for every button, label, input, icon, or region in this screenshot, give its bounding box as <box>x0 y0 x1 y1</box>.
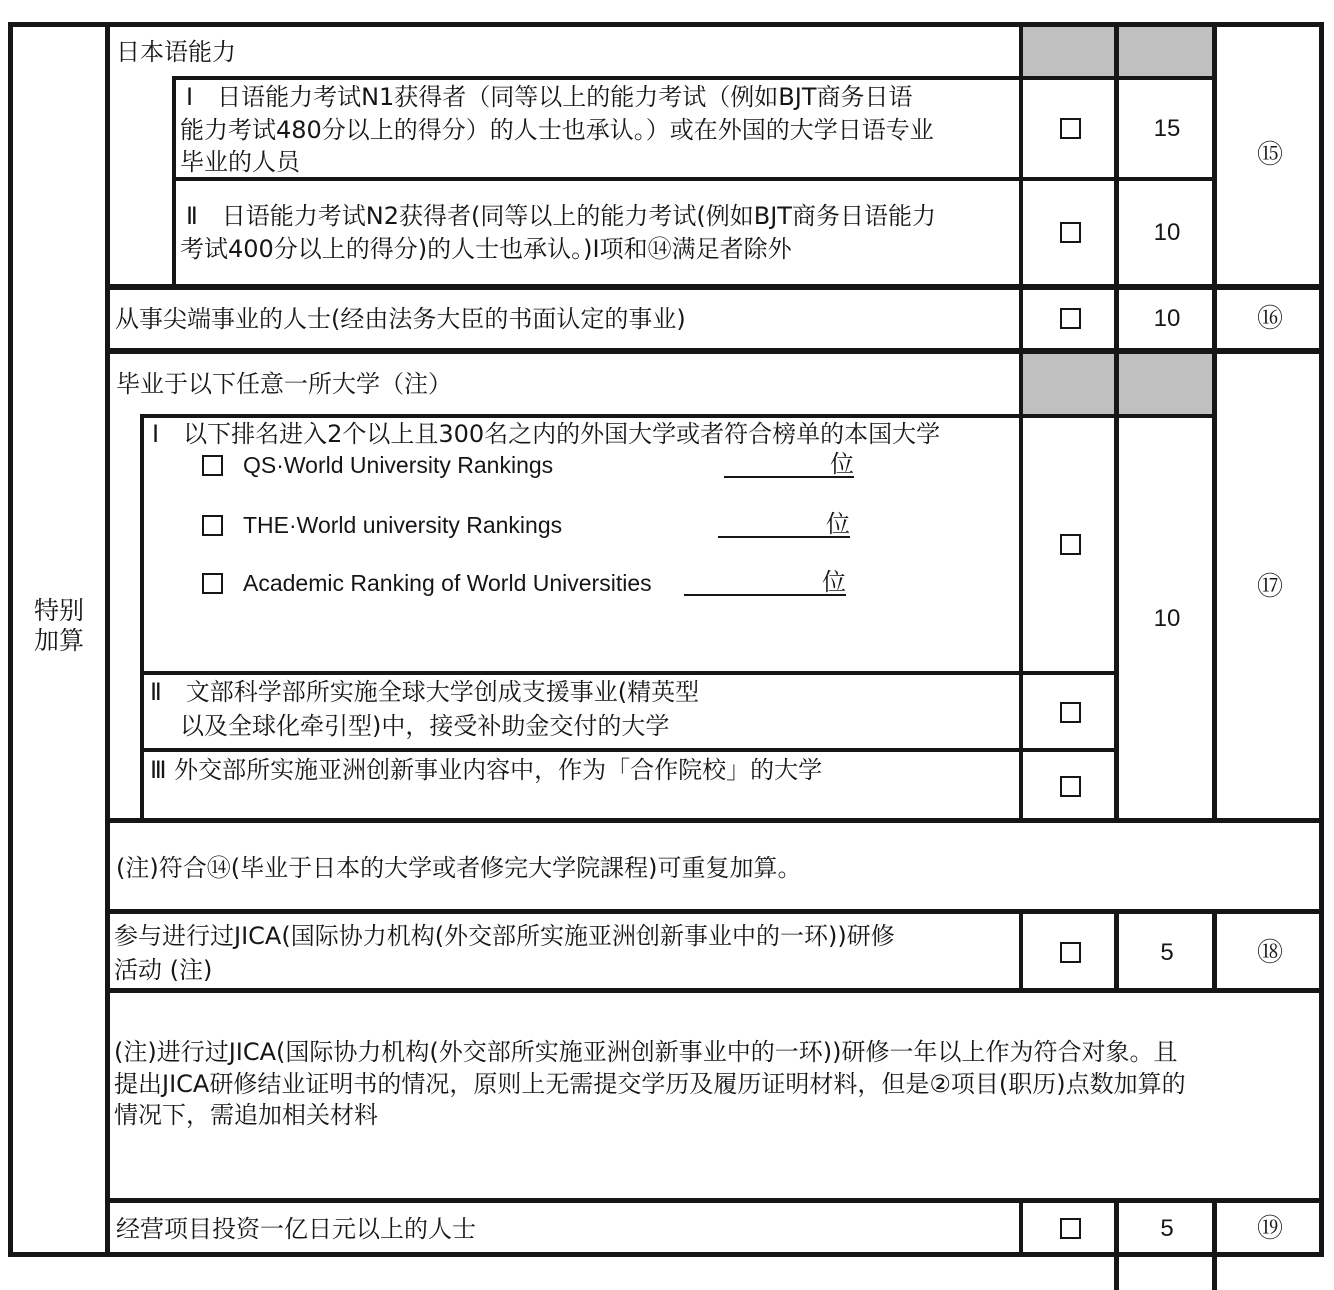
advanced-label: 从事尖端事业的人士(经由法务大臣的书面认定的事业) <box>115 305 686 333</box>
jica-line-1: 参与进行过JICA(国际协力机构(外交部所实施亚洲创新事业中的一环))研修 <box>114 922 895 950</box>
japanese-n1-line-3: 毕业的人员 <box>180 148 300 176</box>
japanese-n1-line-2: 能力考试480分以上的得分）的人士也承认。）或在外国的大学日语专业 <box>180 116 934 144</box>
japanese-n1-checkbox[interactable] <box>1060 118 1081 139</box>
investment-label: 经营项目投资一亿日元以上的人士 <box>116 1215 476 1243</box>
university-item-number: ⑰ <box>1256 572 1283 602</box>
jica-note-line-3: 情况下，需追加相关材料 <box>114 1101 378 1129</box>
university-ranking-checkbox[interactable] <box>1060 534 1081 555</box>
japanese-n2-line-2: 考试400分以上的得分)的人士也承认。)Ⅰ项和⑭满足者除外 <box>180 235 792 263</box>
university-asia-checkbox[interactable] <box>1060 776 1081 797</box>
ranking-the-unit: 位 <box>826 510 850 538</box>
advanced-points: 10 <box>1153 305 1181 332</box>
advanced-item-number: ⑯ <box>1256 304 1283 334</box>
ranking-arwu-checkbox[interactable] <box>202 573 223 594</box>
investment-item-number: ⑲ <box>1256 1214 1283 1244</box>
jica-line-2: 活动 (注) <box>114 956 213 984</box>
jica-item-number: ⑱ <box>1256 938 1283 968</box>
side-label-line-2: 加算 <box>34 626 85 655</box>
japanese-n2-points: 10 <box>1153 219 1181 246</box>
jica-note-line-1: (注)进行过JICA(国际协力机构(外交部所实施亚洲创新事业中的一环))研修一年以上作为符合对象。且 <box>114 1038 1178 1066</box>
advanced-checkbox[interactable] <box>1060 308 1081 329</box>
ranking-arwu-unit: 位 <box>822 568 846 596</box>
ranking-the-label: THE·World university Rankings <box>243 512 563 538</box>
university-top-global-checkbox[interactable] <box>1060 702 1081 723</box>
ranking-qs-label: QS·World University Rankings <box>243 452 554 478</box>
jica-points: 5 <box>1160 939 1174 966</box>
university-title: 毕业于以下任意一所大学（注） <box>116 370 452 398</box>
jica-checkbox[interactable] <box>1060 942 1081 963</box>
investment-points: 5 <box>1160 1215 1174 1242</box>
japanese-item-number: ⑮ <box>1256 140 1283 170</box>
ranking-qs-checkbox[interactable] <box>202 455 223 476</box>
ranking-arwu-label: Academic Ranking of World Universities <box>243 570 652 596</box>
side-label-line-1: 特别 <box>34 596 85 625</box>
university-ranking-heading: Ⅰ 以下排名进入2个以上且300名之内的外国大学或者符合榜单的本国大学 <box>152 420 941 448</box>
japanese-n1-line-1: Ⅰ 日语能力考试N1获得者（同等以上的能力考试（例如BJT商务日语 <box>186 83 913 111</box>
japanese-n2-checkbox[interactable] <box>1060 222 1081 243</box>
japanese-title: 日本语能力 <box>116 38 236 66</box>
japanese-n1-points: 15 <box>1153 115 1181 142</box>
japanese-n2-line-1: Ⅱ 日语能力考试N2获得者(同等以上的能力考试(例如BJT商务日语能力 <box>186 202 936 230</box>
university-note: (注)符合⑭(毕业于日本的大学或者修完大学院課程)可重复加算。 <box>116 854 802 882</box>
university-asia-label: Ⅲ 外交部所实施亚洲创新事业内容中，作为「合作院校」的大学 <box>150 756 823 784</box>
ranking-the-checkbox[interactable] <box>202 515 223 536</box>
university-points: 10 <box>1153 605 1181 632</box>
jica-note-line-2: 提出JICA研修结业证明书的情况，原则上无需提交学历及履历证明材料，但是②项目(职历)点数加算的 <box>114 1070 1186 1098</box>
investment-checkbox[interactable] <box>1060 1218 1081 1239</box>
university-top-global-line-1: Ⅱ 文部科学部所实施全球大学创成支援事业(精英型 <box>150 678 700 706</box>
ranking-qs-unit: 位 <box>830 450 854 478</box>
university-top-global-line-2: 以及全球化牵引型)中，接受补助金交付的大学 <box>180 712 670 740</box>
